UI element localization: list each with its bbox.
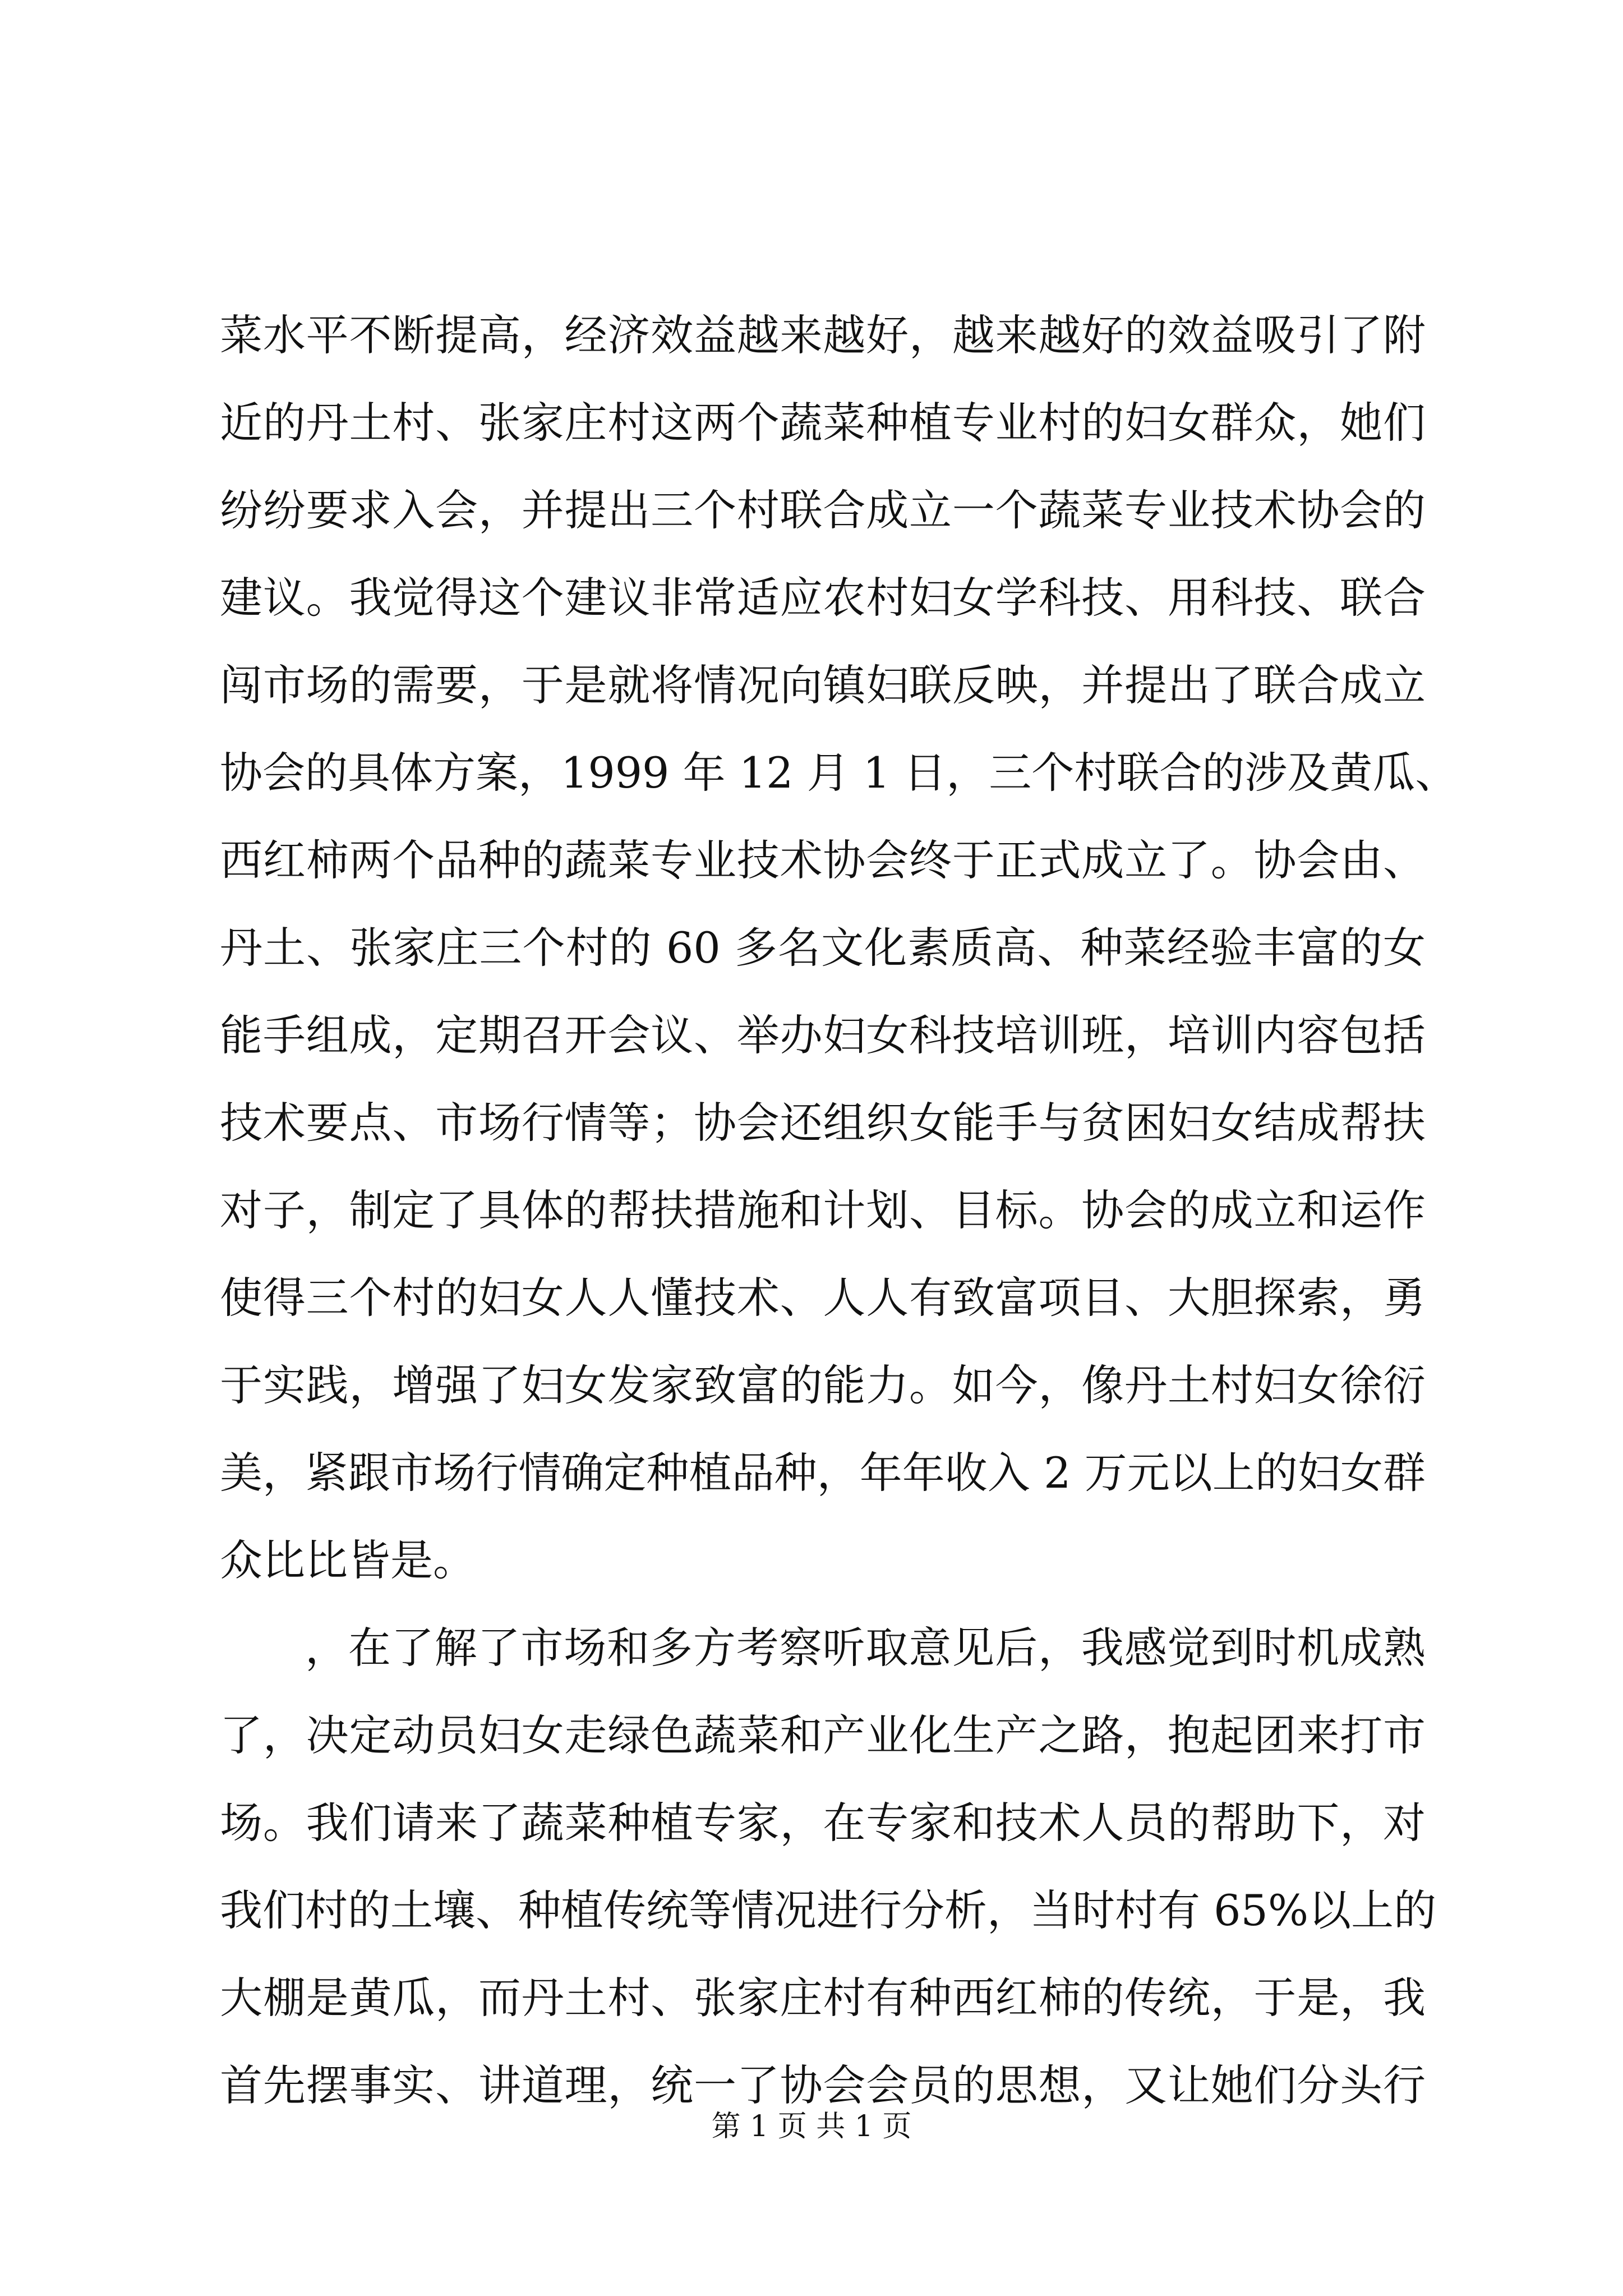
text-line: 大棚是黄瓜，而丹土村、张家庄村有种西红柿的传统，于是，我	[220, 1973, 1426, 2023]
paragraph-2	[220, 1604, 1437, 2129]
text-line: 能手组成，定期召开会议、举办妇女科技培训班，培训内容包括	[220, 1010, 1426, 1060]
text-line: 于实践，增强了妇女发家致富的能力。如今，像丹土村妇女徐衍	[220, 1360, 1426, 1410]
text-line: 丹土、张家庄三个村的 60 多名文化素质高、种菜经验丰富的女	[220, 923, 1426, 973]
text-line: 场。我们请来了蔬菜种植专家，在专家和技术人员的帮助下，对	[220, 1798, 1426, 1848]
text-line: 近的丹土村、张家庄村这两个蔬菜种植专业村的妇女群众，她们	[220, 398, 1426, 448]
text-line: 菜水平不断提高，经济效益越来越好，越来越好的效益吸引了附	[220, 310, 1426, 360]
text-line: 纷纷要求入会，并提出三个村联合成立一个蔬菜专业技术协会的	[220, 485, 1426, 535]
page-footer: 第 1 页 共 1 页	[711, 2110, 912, 2143]
text-line: 建议。我觉得这个建议非常适应农村妇女学科技、用科技、联合	[220, 573, 1426, 623]
text-line: 美，紧跟市场行情确定种植品种，年年收入 2 万元以上的妇女群	[220, 1448, 1426, 1498]
text-line: ，在了解了市场和多方考察听取意见后，我感觉到时机成熟	[305, 1623, 1426, 1673]
text-line: 技术要点、市场行情等；协会还组织女能手与贫困妇女结成帮扶	[220, 1098, 1426, 1148]
text-line: 西红柿两个品种的蔬菜专业技术协会终于正式成立了。协会由、	[220, 835, 1426, 885]
text-line: 首先摆事实、讲道理，统一了协会会员的思想，又让她们分头行	[220, 2060, 1426, 2110]
text-line: 我们村的土壤、种植传统等情况进行分析，当时村有 65%以上的	[220, 1885, 1437, 1935]
text-line: 协会的具体方案，1999 年 12 月 1 日，三个村联合的涉及黄瓜、	[220, 748, 1458, 798]
paragraph-1	[220, 292, 1458, 1604]
text-line: 闯市场的需要，于是就将情况向镇妇联反映，并提出了联合成立	[220, 660, 1426, 710]
text-line: 使得三个村的妇女人人懂技术、人人有致富项目、大胆探索，勇	[220, 1273, 1426, 1323]
text-line: 对子，制定了具体的帮扶措施和计划、目标。协会的成立和运作	[220, 1185, 1426, 1235]
document-body	[220, 292, 1458, 2129]
text-line: 众比比皆是。	[220, 1535, 476, 1585]
text-line: 了，决定动员妇女走绿色蔬菜和产业化生产之路，抱起团来打市	[220, 1710, 1426, 1760]
